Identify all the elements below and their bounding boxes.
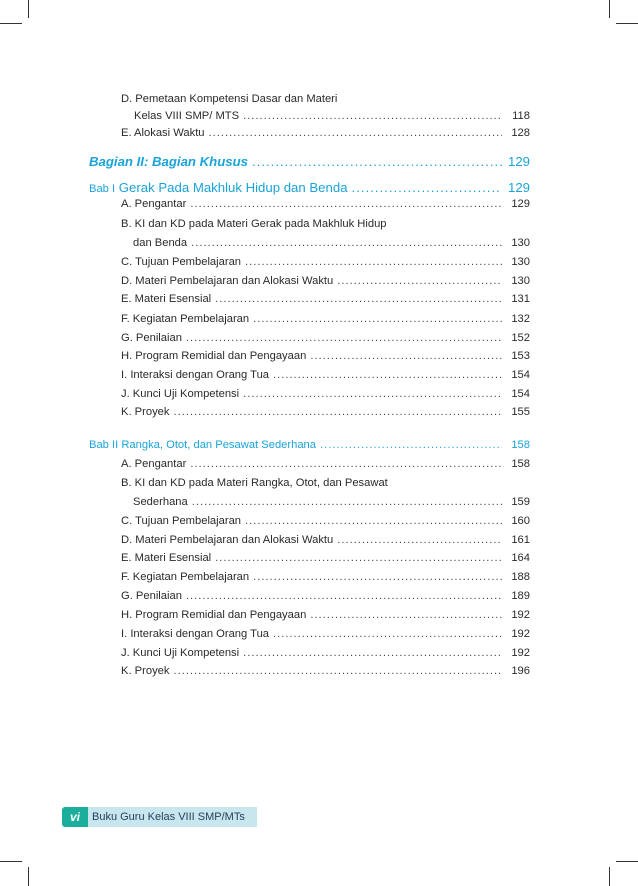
toc-entry: [121, 332, 530, 344]
toc-entry-title: Bagian II: Bagian Khusus: [89, 154, 249, 169]
dot-leader: [273, 369, 502, 381]
toc-entry-page: 164: [511, 552, 530, 564]
toc-entry: [121, 552, 530, 564]
toc-entry: [121, 628, 530, 640]
toc-entry-title: C. Tujuan Pembelajaran: [121, 515, 242, 527]
toc-entry-title: Bab II Rangka, Otot, dan Pesawat Sederhana: [89, 439, 317, 451]
toc-section-heading: [89, 154, 530, 169]
dot-leader: [337, 275, 502, 287]
toc-entry-title: F. Kegiatan Pembelajaran: [121, 571, 250, 583]
toc-entry-title: dan Benda: [133, 237, 188, 249]
dot-leader: [192, 496, 502, 508]
toc-entry: [121, 590, 530, 602]
toc-entry-title: H. Program Remidial dan Pengayaan: [121, 609, 307, 621]
toc-entry-title: D. Materi Pembelajaran dan Alokasi Waktu: [121, 275, 334, 287]
dot-leader: [310, 350, 502, 362]
crop-mark: [616, 861, 638, 862]
toc-entry: [121, 406, 530, 418]
dot-leader: [253, 313, 502, 325]
toc-entry-page: 196: [511, 665, 530, 677]
dot-leader: [215, 293, 502, 305]
toc-entry-page: 189: [511, 590, 530, 602]
chapter-prefix: Bab I: [89, 183, 116, 195]
crop-mark: [28, 0, 29, 18]
toc-entry: [121, 388, 530, 400]
toc-entry: [121, 93, 529, 105]
toc-entry: [121, 198, 530, 210]
crop-mark: [609, 0, 610, 18]
dot-leader: [174, 406, 503, 418]
toc-entry-title: I. Interaksi dengan Orang Tua: [121, 628, 270, 640]
dot-leader: [174, 665, 503, 677]
toc-entry: [133, 496, 530, 508]
toc-entry: [121, 609, 530, 621]
toc-entry-title: Sederhana: [133, 496, 188, 508]
toc-entry: [121, 369, 530, 381]
toc-entry-title: J. Kunci Uji Kompetensi: [121, 388, 240, 400]
toc-entry: [121, 218, 530, 230]
toc-entry-title: [89, 180, 348, 195]
toc-entry: [121, 665, 530, 677]
dot-leader: [252, 154, 502, 169]
dot-leader: [243, 110, 502, 122]
toc-entry: [121, 256, 530, 268]
page-footer: [62, 807, 257, 827]
toc-entry-page: 152: [511, 332, 530, 344]
dot-leader: [320, 439, 502, 451]
toc-entry-page: 155: [511, 406, 530, 418]
chapter-title: Gerak Pada Makhluk Hidup dan Benda: [118, 180, 348, 195]
toc-entry-title: E. Materi Esensial: [121, 293, 212, 305]
dot-leader: [273, 628, 502, 640]
toc-entry-title: D. Materi Pembelajaran dan Alokasi Waktu: [121, 534, 334, 546]
dot-leader: [352, 180, 502, 195]
dot-leader: [186, 590, 502, 602]
dot-leader: [243, 647, 502, 659]
toc-entry: [134, 110, 530, 122]
toc-entry-page: 158: [511, 458, 530, 470]
toc-entry-page: 132: [511, 313, 530, 325]
toc-entry-title: I. Interaksi dengan Orang Tua: [121, 369, 270, 381]
toc-entry-title: Kelas VIII SMP/ MTS: [134, 110, 240, 122]
toc-entry: [121, 458, 530, 470]
toc-entry: [121, 275, 530, 287]
dot-leader: [186, 332, 502, 344]
toc-entry: [133, 237, 530, 249]
toc-entry-page: 129: [511, 198, 530, 210]
dot-leader: [190, 458, 502, 470]
dot-leader: [215, 552, 502, 564]
toc-entry-title: C. Tujuan Pembelajaran: [121, 256, 242, 268]
toc-entry: [121, 534, 530, 546]
toc-chapter-heading: [89, 180, 530, 195]
toc-entry-title: F. Kegiatan Pembelajaran: [121, 313, 250, 325]
footer-page-number: vi: [62, 807, 88, 827]
toc-entry-page: 160: [511, 515, 530, 527]
toc-entry-title: E. Alokasi Waktu: [121, 127, 205, 139]
toc-entry: [121, 293, 530, 305]
toc-entry-page: 130: [511, 237, 530, 249]
dot-leader: [209, 127, 502, 139]
toc-entry-page: 192: [511, 609, 530, 621]
dot-leader: [310, 609, 502, 621]
toc-entry-page: 130: [511, 256, 530, 268]
toc-entry-page: 128: [511, 127, 530, 139]
toc-entry-page: 129: [508, 154, 531, 169]
crop-mark: [28, 867, 29, 886]
toc-entry-page: 131: [511, 293, 530, 305]
toc-entry-title: G. Penilaian: [121, 590, 182, 602]
toc-entry-title: K. Proyek: [121, 665, 170, 677]
crop-mark: [0, 23, 22, 24]
toc-entry: [121, 313, 530, 325]
toc-entry-title: H. Program Remidial dan Pengayaan: [121, 350, 307, 362]
dot-leader: [191, 237, 502, 249]
toc-entry-page: 158: [511, 439, 530, 451]
toc-entry-title: B. KI dan KD pada Materi Gerak pada Makhluk Hidup: [121, 218, 387, 230]
toc-entry-page: 161: [511, 534, 530, 546]
toc-entry-page: 154: [511, 388, 530, 400]
toc-entry-page: 159: [511, 496, 530, 508]
toc-entry-page: 192: [511, 647, 530, 659]
dot-leader: [245, 256, 502, 268]
toc-entry-title: E. Materi Esensial: [121, 552, 212, 564]
toc-entry: [121, 647, 530, 659]
toc-entry-page: 118: [512, 110, 530, 122]
toc-entry: [121, 127, 530, 139]
footer-book-title: Buku Guru Kelas VIII SMP/MTs: [88, 807, 257, 827]
toc-entry: [121, 515, 530, 527]
toc-entry-page: 129: [508, 180, 531, 195]
toc-entry-page: 130: [511, 275, 530, 287]
toc-entry-title: J. Kunci Uji Kompetensi: [121, 647, 240, 659]
dot-leader: [253, 571, 502, 583]
toc-entry-title: K. Proyek: [121, 406, 170, 418]
toc-entry-title: D. Pemetaan Kompetensi Dasar dan Materi: [121, 93, 338, 105]
toc-entry-page: 192: [511, 628, 530, 640]
toc-entry-title: A. Pengantar: [121, 458, 187, 470]
toc-entry-page: 153: [511, 350, 530, 362]
toc-entry-page: 188: [511, 571, 530, 583]
crop-mark: [609, 867, 610, 886]
toc-entry: [121, 571, 530, 583]
toc-entry-page: 154: [511, 369, 530, 381]
dot-leader: [245, 515, 502, 527]
dot-leader: [243, 388, 502, 400]
toc-entry-title: A. Pengantar: [121, 198, 187, 210]
dot-leader: [337, 534, 502, 546]
toc-entry-title: G. Penilaian: [121, 332, 182, 344]
crop-mark: [0, 861, 22, 862]
dot-leader: [190, 198, 502, 210]
crop-mark: [616, 23, 638, 24]
toc-entry: [121, 477, 530, 489]
toc-chapter-heading: [89, 439, 530, 451]
toc-entry-title: B. KI dan KD pada Materi Rangka, Otot, dan Pesawat: [121, 477, 388, 489]
toc-entry: [121, 350, 530, 362]
